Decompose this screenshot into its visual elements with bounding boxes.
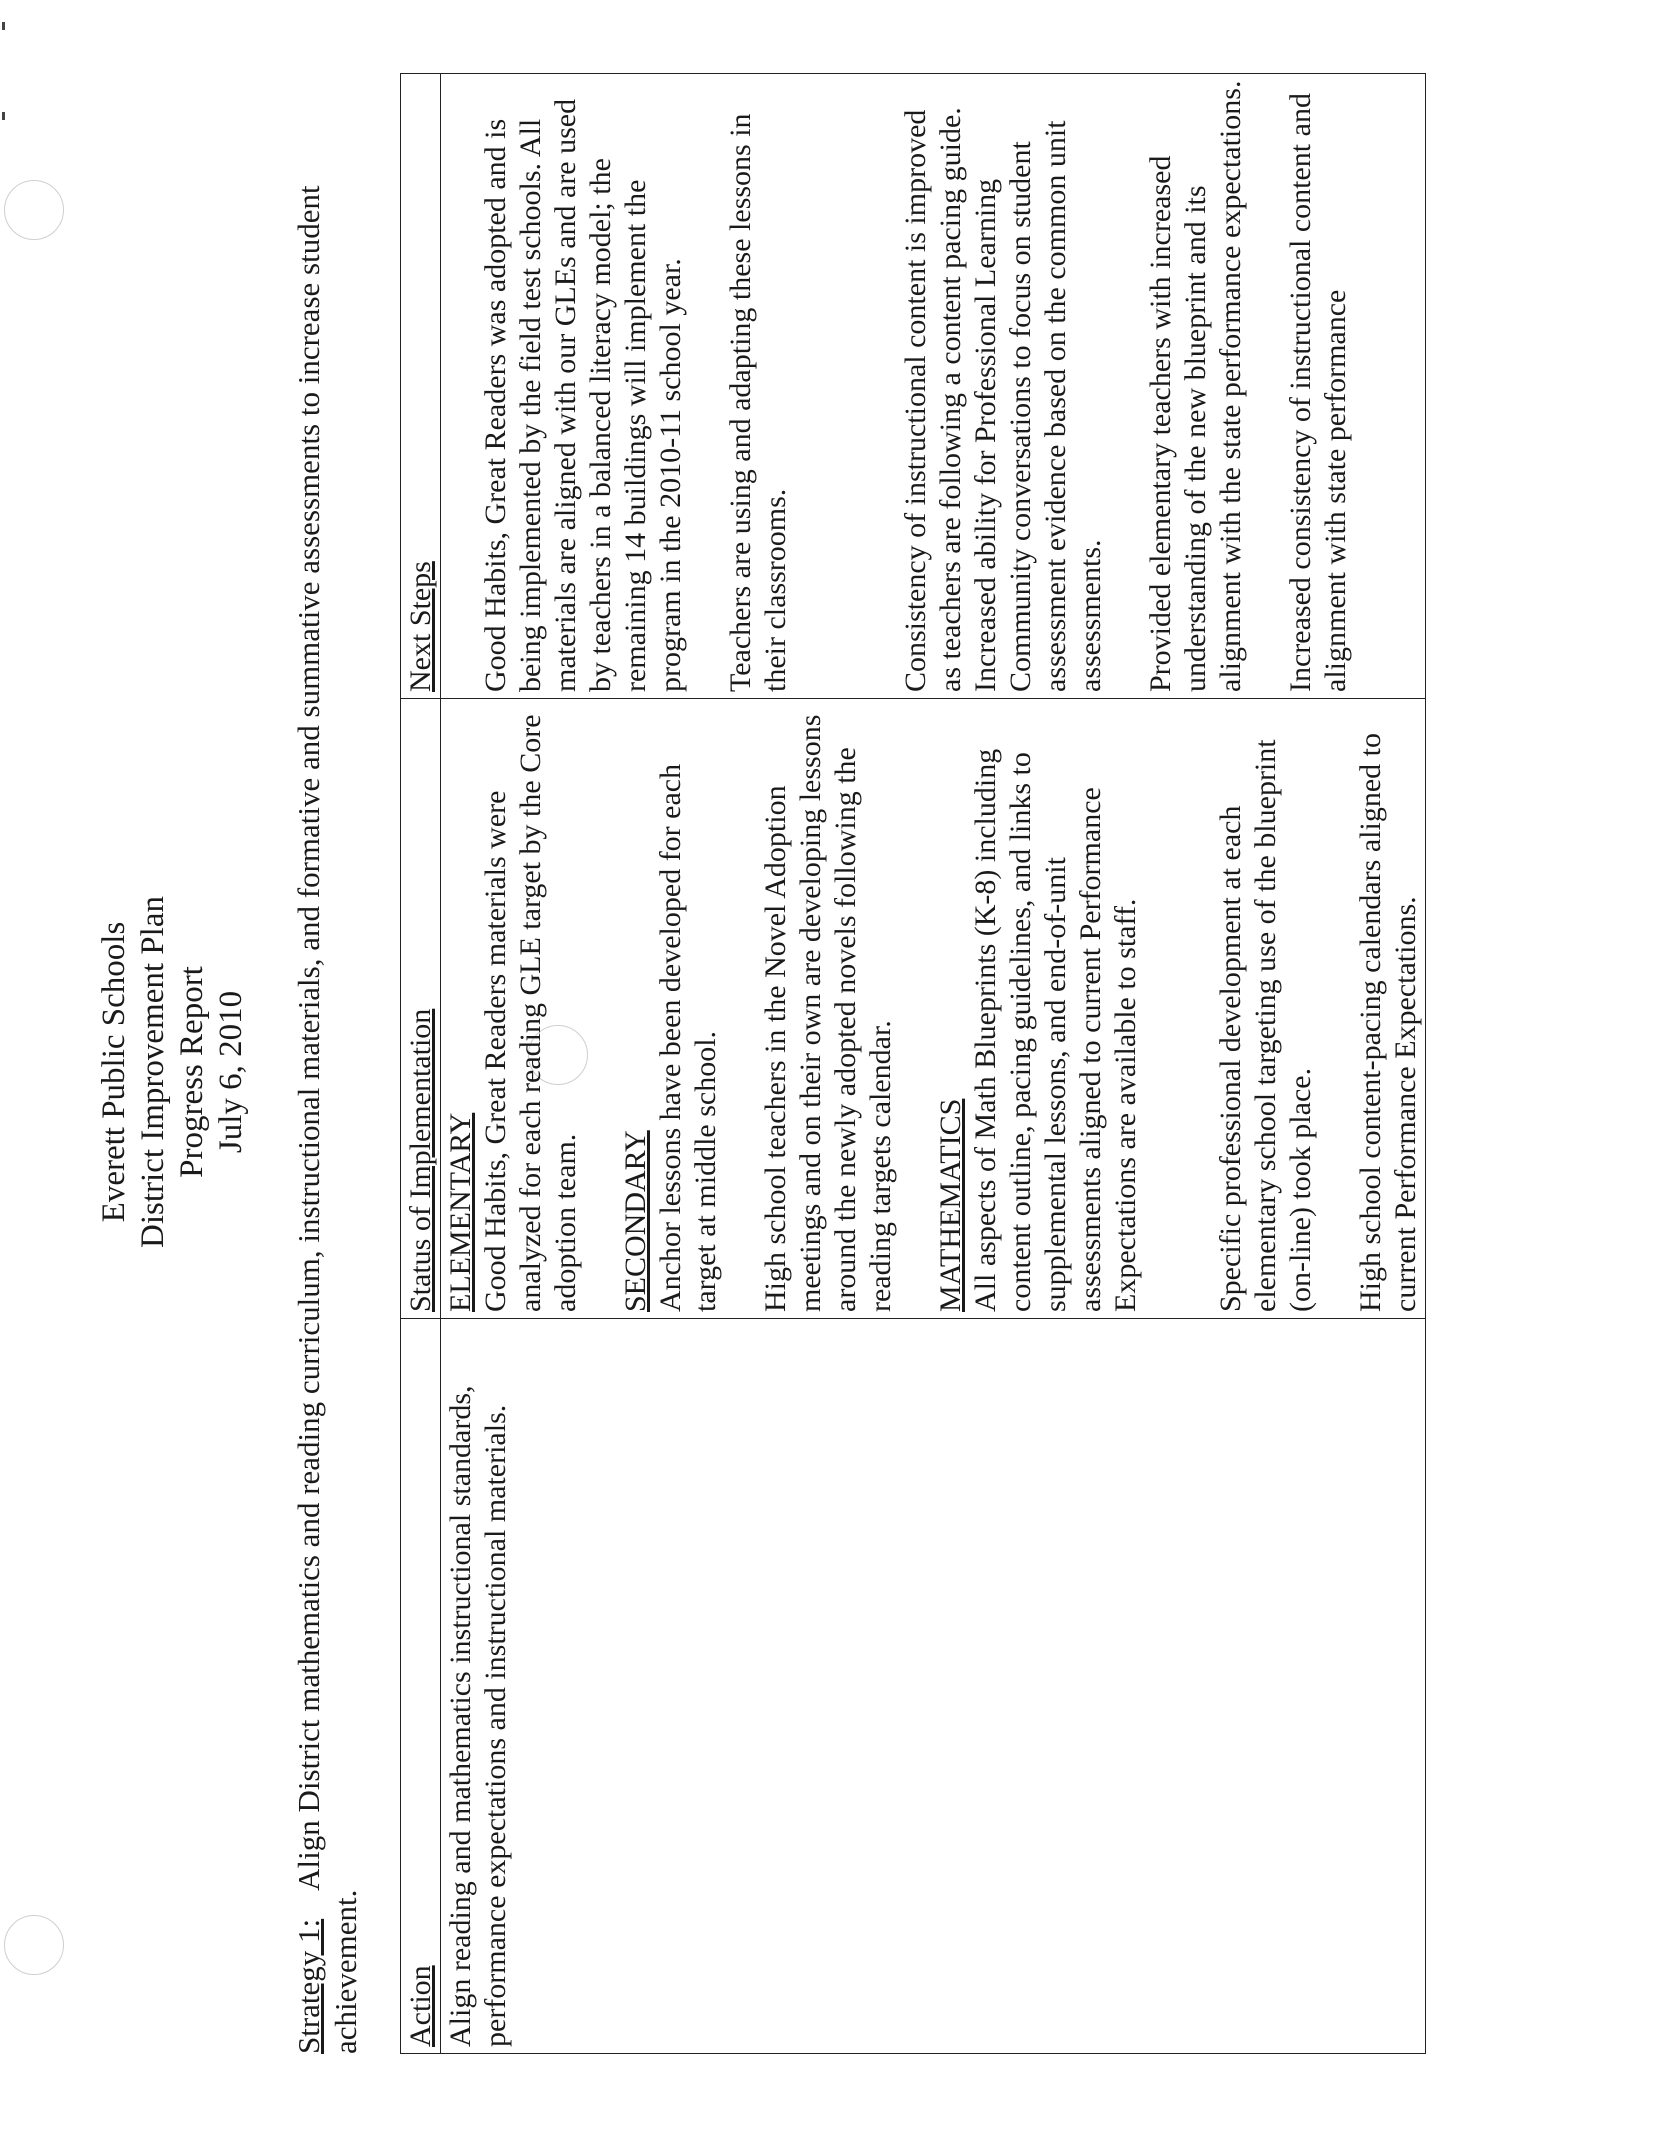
action-text: Align reading and mathematics instructional standards, performance expectations and instructional materials.	[444, 1385, 512, 2047]
header-line-1: Everett Public Schools	[96, 921, 132, 1223]
next-step-2: Teachers are using and adapting these lessons in their classrooms.	[724, 113, 792, 692]
strategy-text: Align District mathematics and reading curriculum, instructional materials, and formative and summative assessments to increase student achievement.	[291, 185, 363, 2054]
status-mathematics-3: High school content-pacing calendars aligned to current Performance Expectations.	[1354, 733, 1422, 1312]
status-mathematics-1: All aspects of Math Blueprints (K-8) including content outline, pacing guidelines, and links to supplemental lessons, and end-of-unit assessments aligned to current Performance Expectations are available to staff.	[969, 748, 1142, 1312]
mathematics-heading: MATHEMATICS	[934, 1098, 967, 1312]
header-line-2: District Improvement Plan	[135, 896, 171, 1248]
next-steps-cell	[441, 74, 1426, 699]
next-step-3: Consistency of instructional content is improved as teachers are following a content pacing guide. Increased ability for Professional Learning Community conversations to focus on student assessment evidence based on the common unit assessments.	[899, 107, 1107, 692]
header-next-steps: Next Steps	[401, 74, 441, 699]
next-step-4: Provided elementary teachers with increased understanding of the new blueprint and its alignment with the state performance expectations.	[1144, 80, 1247, 692]
action-cell	[441, 1319, 1426, 2054]
plan-table	[400, 73, 1426, 2054]
header-action: Action	[401, 1319, 441, 2054]
status-secondary-2: High school teachers in the Novel Adoption meetings and on their own are developing lessons around the newly adopted novels following the reading targets calendar.	[759, 714, 897, 1312]
secondary-heading: SECONDARY	[619, 1130, 652, 1312]
status-elementary: Good Habits, Great Readers materials were analyzed for each reading GLE target by the Core adoption team.	[479, 714, 582, 1312]
elementary-heading: ELEMENTARY	[444, 1112, 477, 1312]
status-secondary-1: Anchor lessons have been developed for each target at middle school.	[654, 763, 722, 1312]
header-line-3: Progress Report	[174, 966, 210, 1178]
status-mathematics-2: Specific professional development at each elementary school targeting use of the blueprint (on-line) took place.	[1214, 739, 1317, 1312]
table-row	[441, 74, 1426, 2054]
strategy-label: Strategy 1:	[291, 1918, 326, 2054]
strategy-statement	[290, 154, 364, 2054]
next-step-1: Good Habits, Great Readers was adopted and is being implemented by the field test schools. All materials are aligned with our GLEs and are used by teachers in a balanced literacy model; the remaining 14 buildings will implement the program in the 2010-11 school year.	[479, 98, 687, 692]
header-status: Status of Implementation	[401, 699, 441, 1319]
next-step-5: Increased consistency of instructional content and alignment with state performance	[1284, 93, 1352, 692]
status-cell	[441, 699, 1426, 1319]
table-header-row	[401, 74, 441, 2054]
header-line-4: July 6, 2010	[213, 990, 249, 1154]
document-header	[95, 0, 251, 2144]
